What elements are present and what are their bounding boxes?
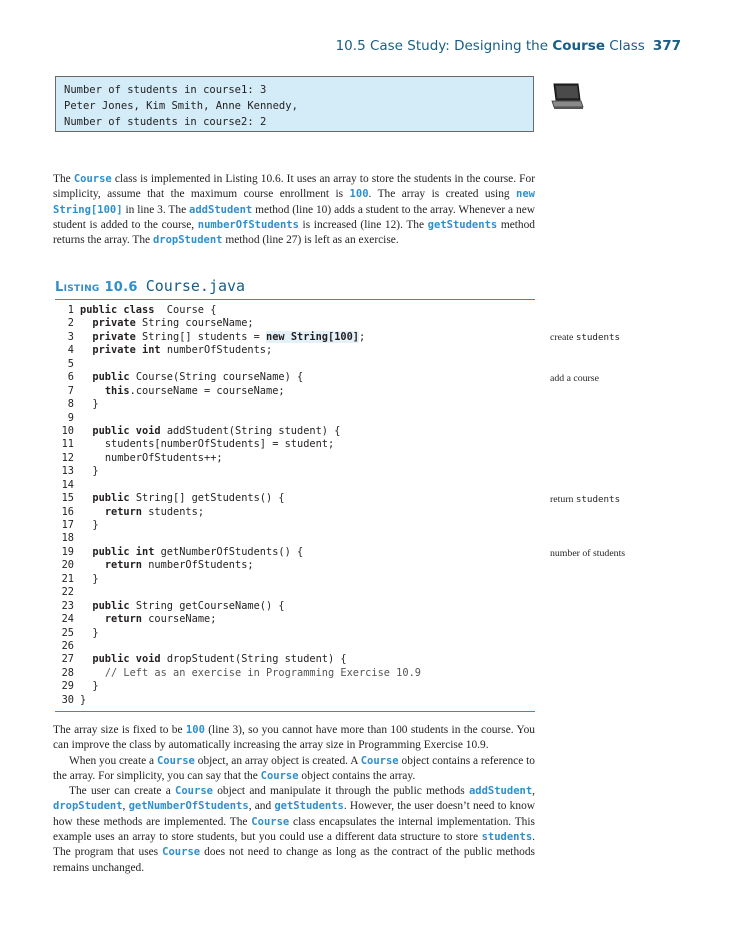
code-line: 15 public String[] getStudents() { — [52, 492, 421, 505]
output-line: Number of students in course1: 3 — [64, 84, 267, 96]
section-title-suffix: Class — [605, 38, 645, 54]
inline-code: Course — [260, 769, 299, 782]
code-line — [52, 412, 421, 425]
intro-paragraph: The Course class is implemented in Listing 10.6. It uses an array to store the students in the course. For simplicity, assume that the maximum course enrollment is 100. The array is created using new String[100] in line 3. The addStudent method (line 10) adds a student to the array. Whenever a new student is added to the course, numberOfStudents is increased (line 12). The getStudents method returns the array. The dropStudent method (line 27) is left as an exercise. — [53, 173, 536, 247]
code-listing — [52, 304, 421, 707]
code-line: 21 } — [52, 573, 421, 586]
code-line: 10 public void addStudent(String student) { — [52, 425, 421, 438]
highlighted-code: new String[100] — [266, 330, 360, 343]
inline-code: Course — [360, 754, 399, 767]
inline-code: Course — [156, 754, 195, 767]
code-line: 25 } — [52, 627, 421, 640]
code-line — [52, 479, 421, 492]
output-line: Peter Jones, Kim Smith, Anne Kennedy, — [64, 100, 298, 112]
code-line: 29 } — [52, 680, 421, 693]
inline-code: numberOfStudents — [197, 218, 299, 231]
inline-code: Course — [175, 785, 213, 798]
code-line: 19 public int getNumberOfStudents() { — [52, 546, 421, 559]
line-number: 8 — [67, 398, 74, 411]
section-title: 10.5 Case Study: Designing the — [335, 38, 553, 54]
inline-code: getStudents — [274, 800, 344, 813]
code-comment: // Left as an exercise in Programming Exercise 10.9 — [104, 666, 421, 679]
line-number: 24 — [61, 613, 74, 626]
inline-code: addStudent — [468, 785, 533, 798]
code-line: 13 } — [52, 465, 421, 478]
page-number: 377 — [652, 38, 681, 54]
line-number: 15 — [61, 492, 74, 505]
code-line: 17 } — [52, 519, 421, 532]
line-number: 11 — [61, 438, 74, 451]
line-number: 6 — [67, 371, 74, 384]
line-number: 16 — [61, 505, 74, 518]
code-line: 16 return students; — [52, 506, 421, 519]
code-line: 1 public class Course { — [52, 304, 421, 317]
line-number: 22 — [61, 586, 74, 599]
line-number: 2 — [67, 317, 74, 330]
code-line: 27 public void dropStudent(String student) { — [52, 653, 421, 666]
running-header — [336, 38, 681, 54]
listing-top-rule — [55, 299, 535, 300]
inline-code: addStudent — [189, 203, 253, 216]
line-number: 9 — [67, 411, 74, 424]
program-output-box — [55, 76, 534, 132]
listing-label: Listing 10.6 — [55, 280, 138, 295]
line-number: 3 — [67, 330, 74, 343]
inline-code: students — [481, 831, 533, 844]
line-number: 12 — [61, 451, 74, 464]
line-number: 23 — [61, 599, 74, 612]
line-number: 27 — [61, 653, 74, 666]
line-number: 14 — [61, 478, 74, 491]
code-line: 8 } — [52, 398, 421, 411]
section-title-code: Course — [552, 38, 605, 54]
code-line: 30 } — [52, 694, 421, 707]
line-number: 19 — [61, 545, 74, 558]
code-line: 12 numberOfStudents++; — [52, 452, 421, 465]
laptop-icon — [550, 82, 584, 115]
inline-code: 100 — [185, 724, 205, 736]
margin-note-return-students: return students — [550, 494, 621, 505]
inline-code: getStudents — [427, 218, 498, 231]
output-line: Number of students in course2: 2 — [64, 116, 267, 128]
inline-code: Course — [162, 846, 201, 859]
line-number: 1 — [67, 304, 74, 316]
listing-title — [55, 277, 245, 296]
line-number: 30 — [61, 693, 74, 706]
line-number: 17 — [61, 519, 74, 531]
listing-filename: Course.java — [145, 277, 246, 295]
line-number: 28 — [61, 666, 74, 679]
code-line: 3 private String[] students = new String[100]; — [52, 331, 421, 344]
inline-code: new String[100] — [53, 188, 535, 216]
listing-bottom-rule — [55, 711, 535, 712]
line-number: 26 — [61, 639, 74, 652]
margin-note-add-course: add a course — [550, 373, 599, 384]
code-line: 2 private String courseName; — [52, 317, 421, 330]
line-number: 29 — [61, 680, 74, 693]
array-size-paragraph: The array size is fixed to be 100 (line 3), so you cannot have more than 100 students in the course. You can improve the class by automatically increasing the array size in Programming Exercise 10.9. When you create a Course object, an array object is created. A Course object contains a reference to the array. For simplicity, you can say that the Course object contains the array. The user can create a Course object and manipulate it through the public methods addStudent, dropStudent, getNumberOfStudents, and getStudents. However, the user doesn’t need to know how these methods are implemented. The Course class encapsulates the internal implementation. This example uses an array to store students, but you could use a different data structure to store students. The program that uses Course does not need to change as long as the contract of the public methods remains unchanged. — [53, 724, 536, 874]
code-line — [52, 532, 421, 545]
code-line — [52, 640, 421, 653]
inline-code: dropStudent — [152, 234, 223, 247]
code-line: 20 return numberOfStudents; — [52, 559, 421, 572]
code-line: 23 public String getCourseName() { — [52, 600, 421, 613]
code-line: 24 return courseName; — [52, 613, 421, 626]
line-number: 10 — [61, 424, 74, 437]
line-number: 7 — [67, 384, 74, 397]
line-number: 25 — [61, 626, 74, 639]
line-number: 18 — [61, 532, 74, 545]
code-line — [52, 586, 421, 599]
code-line: 11 students[numberOfStudents] = student; — [52, 438, 421, 451]
code-line — [52, 667, 421, 680]
line-number: 4 — [67, 344, 74, 357]
line-number: 21 — [61, 572, 74, 585]
margin-note-number-of-students: number of students — [550, 548, 626, 559]
code-line: 7 this.courseName = courseName; — [52, 385, 421, 398]
inline-code: getNumberOfStudents — [128, 800, 249, 813]
inline-code: 100 — [349, 188, 369, 201]
code-line — [52, 358, 421, 371]
line-number: 5 — [67, 357, 74, 370]
line-number: 13 — [61, 465, 74, 478]
code-line: 6 public Course(String courseName) { — [52, 371, 421, 384]
inline-code: dropStudent — [53, 800, 123, 813]
margin-note-create-students: create students — [550, 332, 621, 343]
line-number: 20 — [61, 559, 74, 572]
inline-code: Course — [251, 815, 290, 828]
code-line: 4 private int numberOfStudents; — [52, 344, 421, 357]
inline-code: Course — [73, 173, 112, 185]
